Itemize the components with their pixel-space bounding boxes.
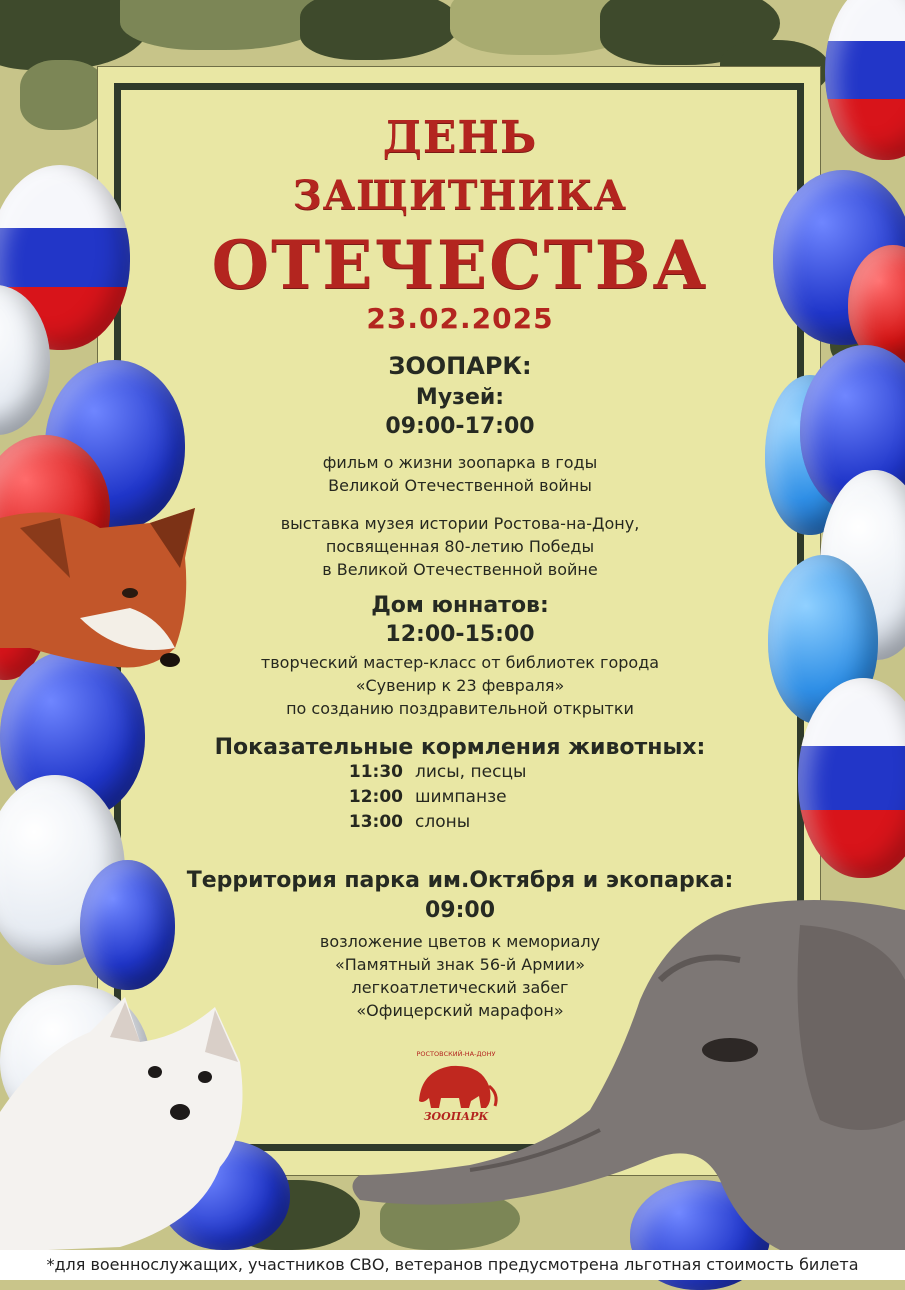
event-date: 23.02.2025 (366, 302, 554, 335)
young-naturalists-line-1: творческий мастер-класс от библиотек города (260, 653, 660, 672)
museum-film-line-2: Великой Отечественной войны (328, 476, 592, 495)
museum-exhibition-line-2: посвященная 80-летию Победы (325, 537, 595, 556)
arctic-fox-photo (0, 992, 250, 1252)
feeding-animal: лисы, песцы (415, 762, 527, 782)
zoo-logo (411, 1046, 501, 1126)
feeding-time: 13:00 (348, 812, 403, 832)
logo-bottom-text: ЗООПАРК (423, 1110, 489, 1123)
park-line-2: «Памятный знак 56-й Армии» (334, 955, 586, 974)
museum-exhibition-line-3: в Великой Отечественной войне (322, 560, 598, 579)
museum-film-line-1: фильм о жизни зоопарка в годы (322, 453, 598, 472)
park-line-3: легкоатлетический забег (351, 978, 569, 997)
museum-heading: Музей: (415, 385, 505, 410)
park-heading: Территория парка им.Октября и экопарка: (186, 868, 734, 893)
young-naturalists-line-2: «Сувенир к 23 февраля» (355, 676, 565, 695)
feeding-row (335, 812, 595, 837)
title-line-3: ОТЕЧЕСТВА (211, 226, 709, 304)
park-line-1: возложение цветов к мемориалу (319, 932, 601, 951)
feeding-animal: слоны (415, 812, 471, 832)
young-naturalists-time: 12:00-15:00 (385, 622, 535, 647)
logo-top-text: РОСТОВСКИЙ-НА-ДОНУ (416, 1050, 496, 1058)
feeding-heading: Показательные кормления животных: (214, 735, 706, 760)
young-naturalists-heading: Дом юннатов: (371, 593, 549, 618)
park-line-4: «Офицерский марафон» (356, 1001, 564, 1020)
feeding-schedule (335, 762, 595, 837)
feeding-time: 12:00 (348, 787, 403, 807)
title-line-1: ДЕНЬ (382, 112, 538, 163)
park-time: 09:00 (424, 898, 496, 923)
zoo-heading: ЗООПАРК: (388, 352, 532, 380)
feeding-row (335, 787, 595, 812)
footer-note: *для военнослужащих, участников СВО, ветеранов предусмотрена льготная стоимость билета (0, 1250, 905, 1280)
feeding-time: 11:30 (348, 762, 403, 782)
feeding-row (335, 762, 595, 787)
young-naturalists-line-3: по созданию поздравительной открытки (286, 699, 634, 718)
museum-time: 09:00-17:00 (385, 414, 535, 439)
feeding-animal: шимпанзе (415, 787, 507, 807)
museum-exhibition-line-1: выставка музея истории Ростова-на-Дону, (280, 514, 640, 533)
title-line-2: ЗАЩИТНИКА (292, 172, 628, 219)
